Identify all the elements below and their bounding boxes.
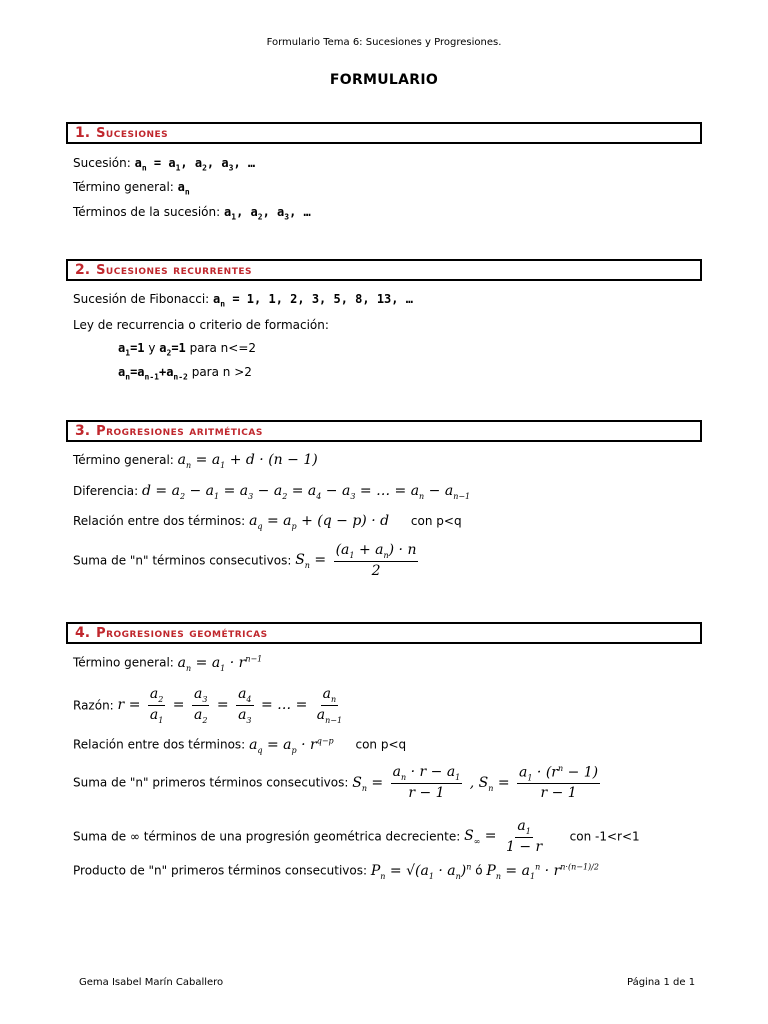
geo-producto-line — [73, 862, 599, 880]
label: Diferencia: — [73, 484, 139, 498]
terminos-line — [73, 205, 311, 221]
ar-relacion-line — [73, 513, 462, 531]
label: Sucesión de Fibonacci: — [73, 292, 210, 306]
sucesion-line — [73, 156, 255, 172]
geo-razon-line — [73, 686, 347, 725]
section-number: 4. — [75, 625, 91, 641]
formula: $a_q = a_p \cdot r^{q-p}$ — [249, 736, 334, 755]
label: Sucesión: — [73, 156, 131, 170]
formula: $a_n = a_1 + d \cdot (n - 1)$ — [177, 452, 318, 470]
condition-text: para n<=2 — [189, 341, 257, 355]
label: Producto de "n" primeros términos consecutivos: — [73, 863, 368, 878]
footer-author: Gema Isabel Marín Caballero — [79, 977, 224, 988]
ar-diferencia-line — [73, 483, 470, 501]
label: Término general: — [73, 180, 174, 194]
fibonacci-values: = 1, 1, 2, 3, 5, 8, 13, … — [232, 292, 413, 306]
condition-text: con -1<r<1 — [569, 829, 640, 844]
or-text: ó — [475, 863, 483, 878]
label: Suma de "n" términos consecutivos: — [73, 553, 292, 568]
ar-termino-general-line — [73, 452, 318, 470]
label: Suma de "n" primeros términos consecutivos: — [73, 775, 349, 790]
condition-2 — [118, 365, 252, 381]
formula: $S_n$ = $\frac{(a_1 + a_n) \cdot n}{2}$ — [295, 542, 417, 579]
section-1-header — [66, 122, 702, 144]
section-title: Sucesiones recurrentes — [96, 262, 252, 278]
geo-suma-line — [73, 764, 603, 801]
section-title: Sucesiones — [96, 125, 169, 141]
condition-text: con p<q — [410, 514, 462, 528]
formula: $a_1$, $a_2$, $a_3$, … — [224, 205, 311, 222]
condition-text: con p<q — [355, 737, 407, 752]
section-4-header — [66, 622, 702, 644]
section-title: Progresiones aritméticas — [96, 423, 263, 439]
label: Término general: — [73, 655, 174, 670]
condition-text: para n >2 — [191, 365, 252, 379]
label: Relación entre dos términos: — [73, 514, 246, 528]
formula: $a_2=1$ — [159, 341, 186, 358]
formula: $a_n=a_{n-1}+a_{n-2}$ — [118, 365, 188, 382]
section-title: Progresiones geométricas — [96, 625, 268, 641]
formula: $P_n = a_1^n \cdot r^{n\cdot(n-1)/2}$ — [486, 862, 599, 881]
formula: $a_n = a_1 \cdot r^{n-1}$ — [177, 654, 263, 673]
label: Razón: — [73, 698, 114, 713]
formula: $P_n = √(a_1 \cdot a_n)^n$ — [370, 862, 472, 881]
ley-recurrencia-line: Ley de recurrencia o criterio de formación: — [73, 318, 329, 332]
document-title: FORMULARIO — [329, 72, 439, 88]
geo-suma-infinita-line — [73, 818, 640, 855]
termino-general-line — [73, 180, 190, 196]
section-number: 1. — [75, 125, 91, 141]
geo-relacion-line — [73, 736, 406, 754]
formula: $a_n$ — [177, 180, 190, 197]
footer-page-number: Página 1 de 1 — [627, 977, 696, 988]
section-2-header — [66, 259, 702, 281]
formula: $a_n = 1$, 1, 2, 3, 5, 8, 13, … — [213, 292, 413, 309]
section-3-header — [66, 420, 702, 442]
formula: $d = a_2 - a_1 = a_3 - a_2 = a_4 - a_3$ = … = $a_n - a_{n-1}$ — [142, 483, 471, 501]
formula: r = $\frac{a_2}{a_1}$ = $\frac{a_3}{a_2}$ = $\frac{a_4}{a_3}$ = … = $\frac{a_n}{a_{n-1}}$ — [117, 686, 343, 725]
fibonacci-line — [73, 292, 413, 308]
label: Términos de la sucesión: — [73, 205, 221, 219]
section-number: 2. — [75, 262, 91, 278]
formula: $S_\infty$ = $\frac{a_1}{1 - r}$ — [464, 818, 543, 855]
formula: $a_q = a_p + (q - p) \cdot d$ — [249, 513, 390, 531]
label: Relación entre dos términos: — [73, 737, 246, 752]
ar-suma-line — [73, 542, 421, 579]
section-number: 3. — [75, 423, 91, 439]
formula: $a_n = a_1$, $a_2$, $a_3$, … — [134, 156, 256, 173]
geo-termino-general-line — [73, 654, 262, 672]
label: Suma de ∞ términos de una progresión geométrica decreciente: — [73, 829, 461, 844]
formula: $a_1=1$ — [118, 341, 145, 358]
page-header: Formulario Tema 6: Sucesiones y Progresiones. — [266, 37, 502, 48]
condition-1: $a_1=1$ y $a_2=1$ para n<=2 — [118, 341, 257, 358]
label: Término general: — [73, 453, 174, 467]
formula: $S_n$ = $\frac{a_n \cdot r - a_1}{r - 1}$ , $S_n$ = $\frac{a_1 \cdot (r^n - 1)}{r - 1}$ — [352, 764, 599, 802]
